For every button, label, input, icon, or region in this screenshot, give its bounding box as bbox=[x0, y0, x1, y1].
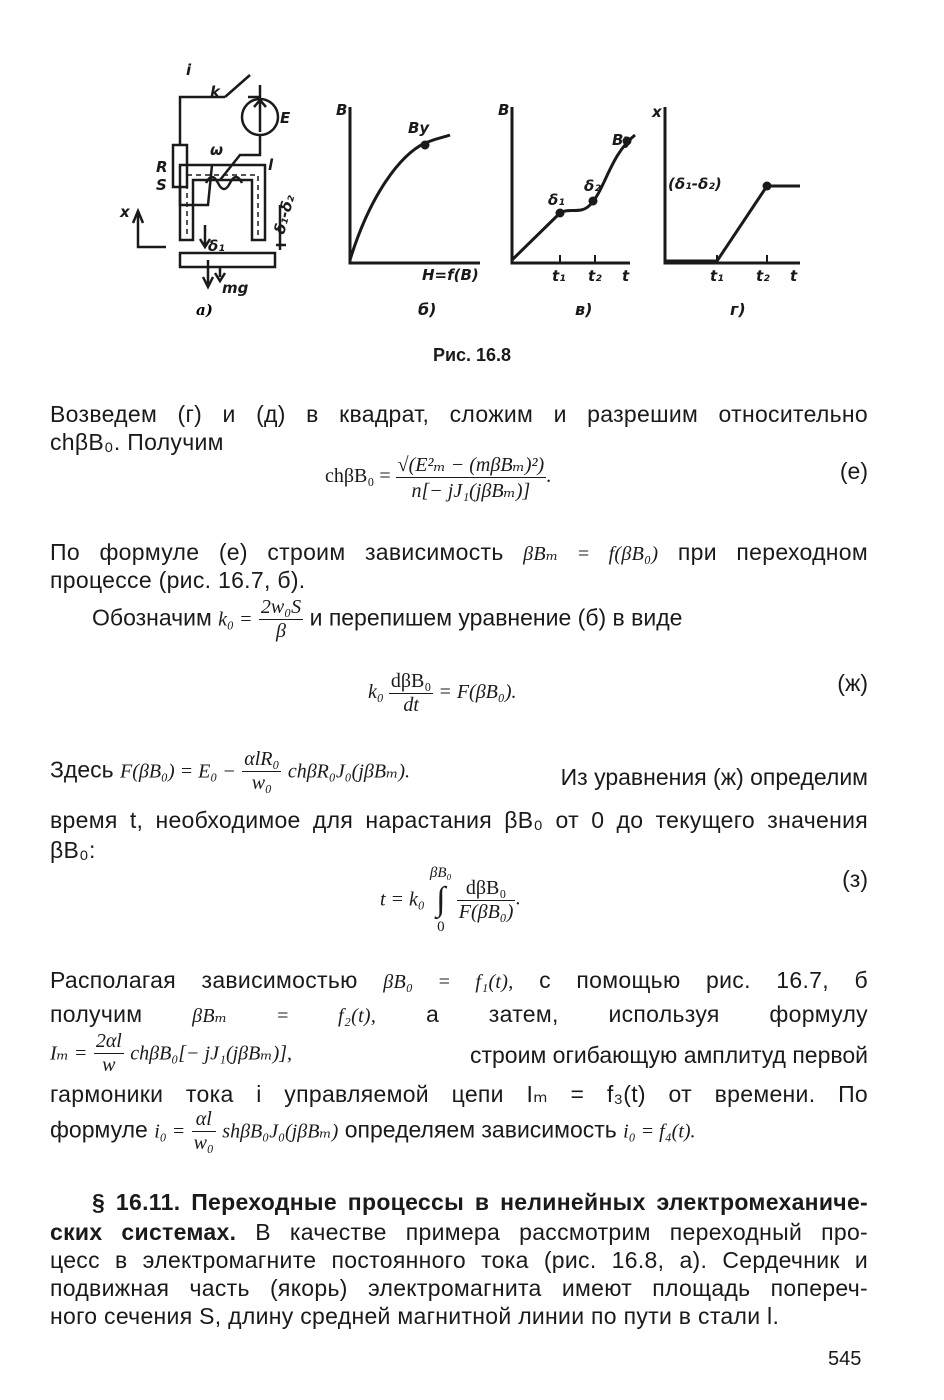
panel-d-t1: t₁ bbox=[710, 267, 724, 285]
section-title-2: ских системах. bbox=[50, 1219, 237, 1245]
para5-im-den: w bbox=[102, 1054, 116, 1076]
para3-den: β bbox=[276, 620, 287, 642]
panel-c-t2: t₂ bbox=[588, 267, 602, 285]
paragraph-5-line-5 bbox=[50, 1108, 696, 1155]
para5-text-1b: с помощью рис. 16.7, б bbox=[539, 967, 868, 993]
para5-text-2c: затем, bbox=[488, 1001, 559, 1027]
para5-i0-lhs: i₀ = bbox=[154, 1120, 186, 1143]
eq-z-end: . bbox=[515, 887, 521, 910]
page-number: 545 bbox=[828, 1348, 862, 1370]
paragraph-4-line-3: βB₀: bbox=[50, 837, 96, 863]
para5-text-5a: формуле bbox=[50, 1116, 148, 1143]
section-heading-line bbox=[92, 1188, 868, 1216]
paragraph-4-line-1 bbox=[50, 748, 868, 795]
para4-den: w₀ bbox=[251, 772, 272, 794]
eq-zh-rhs: = F(βB₀). bbox=[438, 681, 517, 704]
section-line-4: подвижная часть (якорь) электромагнита имеют площадь попереч- bbox=[50, 1275, 868, 1301]
para5-im-lhs: Iₘ = bbox=[50, 1042, 88, 1065]
panel-d-y-label: x bbox=[652, 103, 662, 121]
para5-text-2b: а bbox=[425, 1001, 440, 1027]
panel-b-x-label: H=f(B) bbox=[422, 266, 479, 284]
para5-i0-num: αl bbox=[192, 1108, 216, 1132]
panel-c-point2: δ₂ bbox=[584, 177, 601, 195]
label-r: R bbox=[156, 158, 168, 176]
section-number: § 16.11. bbox=[92, 1189, 181, 1215]
figure-caption: Рис. 16.8 bbox=[432, 345, 512, 365]
paragraph-5-line-1 bbox=[50, 966, 868, 996]
eq-e-end: . bbox=[546, 465, 552, 488]
figure-16-8 bbox=[100, 55, 820, 330]
label-gap-side: δ₁-δ₂ bbox=[270, 192, 299, 237]
para5-text-1a: Располагая зависимостью bbox=[50, 967, 358, 993]
integral-sign: ∫ bbox=[436, 881, 446, 918]
eq-zh-num: dβB₀ bbox=[390, 670, 432, 692]
panel-d-t2: t₂ bbox=[756, 267, 770, 285]
panel-c-curve-label: By bbox=[612, 131, 634, 149]
eq-e-num: √(E²ₘ − (mβBₘ)²) bbox=[397, 454, 545, 476]
label-w: ω bbox=[210, 141, 224, 159]
panel-d-label: г) bbox=[730, 300, 746, 319]
label-mg: mg bbox=[222, 279, 249, 297]
paragraph-3 bbox=[92, 596, 682, 643]
eq-z-upper: βB₀ bbox=[429, 865, 452, 881]
eq-z-tag: (з) bbox=[842, 866, 868, 892]
para3-text-a: Обозначим bbox=[92, 604, 212, 631]
label-e: E bbox=[280, 109, 291, 127]
para4-lhs: F(βB₀) = E₀ − bbox=[119, 760, 236, 783]
eq-z-lhs: t = k₀ bbox=[380, 888, 425, 911]
panel-b-y-label: B bbox=[336, 101, 348, 119]
para4-word: Здесь bbox=[50, 756, 114, 783]
section-text-2: В качестве примера рассмотрим переходный про- bbox=[255, 1219, 869, 1245]
panel-d-t: t bbox=[790, 267, 798, 285]
para2-text-a: По формуле (е) строим зависимость bbox=[50, 539, 504, 565]
paragraph-4-line-2: время t, необходимое для нарастания βB₀ от 0 до текущего значения bbox=[50, 807, 868, 833]
para5-text-2d: используя bbox=[608, 1001, 720, 1027]
para4-tail: Из уравнения (ж) определим bbox=[560, 764, 868, 790]
eq-e-lhs: chβB₀ = bbox=[325, 465, 391, 488]
para5-math-5: i₀ = f₄(t). bbox=[623, 1120, 696, 1143]
eq-e-tag: (е) bbox=[839, 458, 868, 484]
panel-c-t1: t₁ bbox=[552, 267, 566, 285]
label-gap: δ₁ bbox=[208, 237, 225, 255]
para4-rhs: chβR₀J₀(jβBₘ). bbox=[287, 760, 411, 783]
section-line-3: цесс в электромагните постоянного тока (рис. 16.8, а). Сердечник и bbox=[50, 1247, 868, 1273]
para5-text-5b: определяем зависимость bbox=[344, 1116, 617, 1143]
para5-im-num: 2αl bbox=[95, 1030, 122, 1052]
panel-d-level-label: (δ₁-δ₂) bbox=[668, 175, 722, 193]
eq-z-num: dβB₀ bbox=[457, 877, 516, 901]
label-k: k bbox=[210, 83, 220, 101]
para3-lhs: k₀ = bbox=[218, 608, 253, 631]
paragraph-2-line-2: процессе (рис. 16.7, б). bbox=[50, 567, 306, 593]
label-l: l bbox=[268, 156, 274, 174]
label-x: x bbox=[120, 203, 130, 221]
eq-z-den: F(βB₀) bbox=[458, 900, 514, 923]
para5-math-1: βB₀ = f₁(t), bbox=[383, 971, 514, 993]
panel-b-curve-label: By bbox=[408, 119, 430, 137]
section-line-2 bbox=[50, 1218, 868, 1246]
equation-z bbox=[380, 864, 520, 936]
para5-text-2a: получим bbox=[50, 1001, 143, 1027]
para3-text-b: и перепишем уравнение (б) в виде bbox=[309, 604, 683, 631]
panel-c-t: t bbox=[622, 267, 630, 285]
para5-im-rhs: chβB₀[− jJ₁(jβBₘ)], bbox=[130, 1042, 293, 1065]
para4-num: αlR₀ bbox=[244, 748, 280, 770]
equation-zh bbox=[368, 670, 517, 717]
section-line-5: ного сечения S, длину средней магнитной линии по пути в стали l. bbox=[50, 1303, 780, 1329]
paragraph-5-line-3 bbox=[50, 1030, 868, 1077]
section-title-1: Переходные процессы в нелинейных электромеханиче- bbox=[191, 1189, 869, 1215]
paragraph-2-line-1 bbox=[50, 538, 868, 568]
panel-c-point1: δ₁ bbox=[548, 191, 565, 209]
panel-c-label: в) bbox=[575, 300, 593, 319]
paragraph-1-line-1: Возведем (г) и (д) в квадрат, сложим и разрешим относительно bbox=[50, 401, 868, 427]
eq-z-lower: 0 bbox=[437, 919, 445, 935]
para3-num: 2w₀S bbox=[260, 596, 302, 618]
panel-c-y-label: B bbox=[498, 101, 510, 119]
label-i: i bbox=[186, 61, 192, 79]
para5-i0-rhs: shβB₀J₀(jβBₘ) bbox=[222, 1120, 339, 1143]
eq-e-den: n[− jJ₁(jβBₘ)] bbox=[411, 480, 531, 502]
para2-text-b: при переходном bbox=[677, 539, 868, 565]
para5-text-3: строим огибающую амплитуд первой bbox=[469, 1042, 868, 1068]
eq-zh-tag: (ж) bbox=[837, 670, 868, 696]
panel-a-label: а) bbox=[196, 301, 213, 319]
eq-zh-k: k₀ bbox=[368, 681, 384, 704]
para5-math-2: βBₘ = f₂(t), bbox=[192, 1005, 377, 1027]
para5-i0-den: w₀ bbox=[193, 1132, 214, 1154]
paragraph-5-line-4: гармоники тока i управляемой цепи Iₘ = f₃(t) от времени. По bbox=[50, 1081, 868, 1107]
panel-b-label: б) bbox=[418, 300, 437, 319]
equation-e bbox=[325, 452, 551, 503]
paragraph-1-line-2: chβB₀. Получим bbox=[50, 429, 224, 455]
para2-math: βBₘ = f(βB₀) bbox=[523, 543, 659, 565]
paragraph-5-line-2 bbox=[50, 1000, 868, 1030]
eq-zh-den: dt bbox=[403, 694, 419, 716]
para5-text-2e: формулу bbox=[769, 1001, 868, 1027]
label-s: S bbox=[156, 176, 167, 194]
